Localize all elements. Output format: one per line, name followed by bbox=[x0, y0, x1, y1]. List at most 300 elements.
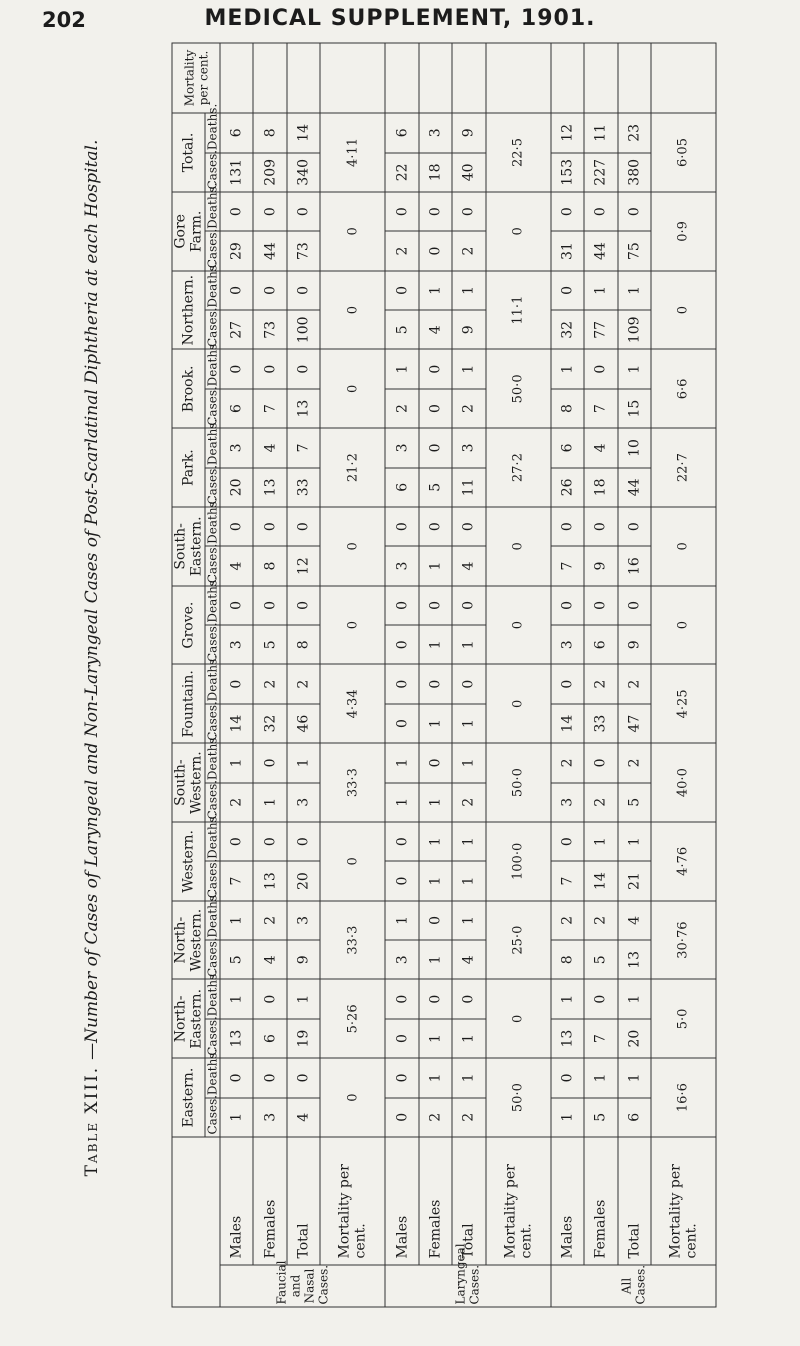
mortality-spacer bbox=[320, 43, 385, 113]
mortality-value: 25·0 bbox=[486, 901, 551, 980]
cases-value: 4 bbox=[253, 940, 286, 979]
mortality-value: 0 bbox=[486, 507, 551, 586]
cases-subheader: Cases. bbox=[205, 1098, 220, 1137]
cases-subheader: Cases. bbox=[205, 861, 220, 900]
deaths-subheader: Deaths. bbox=[205, 901, 220, 940]
cases-value: 27 bbox=[220, 310, 253, 349]
cases-value: 7 bbox=[253, 389, 286, 428]
deaths-value: 0 bbox=[551, 665, 584, 704]
cases-value: 32 bbox=[551, 310, 584, 349]
hospital-header: Park. bbox=[172, 428, 205, 507]
mortality-value: 11·1 bbox=[486, 271, 551, 350]
cases-subheader: Cases. bbox=[205, 468, 220, 507]
table-caption bbox=[72, 88, 112, 1228]
deaths-value: 0 bbox=[419, 665, 452, 704]
deaths-subheader: Deaths. bbox=[205, 507, 220, 546]
deaths-value: 0 bbox=[419, 428, 452, 467]
cases-value: 18 bbox=[584, 468, 617, 507]
hospital-header: North-Eastern. bbox=[172, 980, 205, 1059]
cases-value: 4 bbox=[419, 310, 452, 349]
cases-value: 20 bbox=[618, 1019, 651, 1058]
deaths-value: 2 bbox=[253, 901, 286, 940]
hospital-header: Fountain. bbox=[172, 665, 205, 744]
deaths-value: 0 bbox=[452, 980, 485, 1019]
mortality-value: 0 bbox=[320, 507, 385, 586]
deaths-value: 0 bbox=[287, 507, 320, 546]
cases-value: 9 bbox=[618, 625, 651, 664]
deaths-value: 0 bbox=[584, 743, 617, 782]
deaths-value: 0 bbox=[287, 822, 320, 861]
deaths-value: 0 bbox=[385, 586, 418, 625]
cases-subheader: Cases. bbox=[205, 153, 220, 192]
cases-value: 13 bbox=[618, 940, 651, 979]
cases-value: 0 bbox=[385, 1098, 418, 1137]
deaths-value: 1 bbox=[452, 271, 485, 310]
cases-value: 0 bbox=[385, 625, 418, 664]
deaths-value: 0 bbox=[618, 586, 651, 625]
deaths-value: 0 bbox=[385, 507, 418, 546]
deaths-value: 0 bbox=[253, 586, 286, 625]
deaths-value: 0 bbox=[385, 980, 418, 1019]
cases-value: 9 bbox=[287, 940, 320, 979]
mortality-spacer bbox=[486, 43, 551, 113]
cases-value: 2 bbox=[452, 389, 485, 428]
hospital-header: Western. bbox=[172, 822, 205, 901]
deaths-value: 2 bbox=[287, 665, 320, 704]
deaths-value: 0 bbox=[253, 271, 286, 310]
cases-subheader: Cases. bbox=[205, 1019, 220, 1058]
deaths-value: 1 bbox=[452, 1058, 485, 1097]
cases-value: 1 bbox=[385, 783, 418, 822]
deaths-value: 0 bbox=[452, 507, 485, 546]
mortality-value: 0·9 bbox=[651, 192, 716, 271]
cases-value: 14 bbox=[220, 704, 253, 743]
deaths-value: 0 bbox=[584, 507, 617, 546]
mortality-value: 0 bbox=[486, 192, 551, 271]
deaths-subheader: Deaths. bbox=[205, 192, 220, 231]
cases-value: 0 bbox=[385, 861, 418, 900]
mortality-value: 5·26 bbox=[320, 980, 385, 1059]
deaths-value: 3 bbox=[419, 113, 452, 153]
mortality-value: 0 bbox=[320, 822, 385, 901]
mortality-value: 33·3 bbox=[320, 743, 385, 822]
cases-value: 77 bbox=[584, 310, 617, 349]
cases-value: 44 bbox=[618, 468, 651, 507]
deaths-value: 2 bbox=[618, 743, 651, 782]
deaths-value: 0 bbox=[220, 271, 253, 310]
table-row bbox=[253, 43, 286, 1307]
mortality-spacer bbox=[452, 43, 485, 113]
deaths-value: 0 bbox=[287, 271, 320, 310]
cases-value: 73 bbox=[253, 310, 286, 349]
deaths-value: 0 bbox=[385, 271, 418, 310]
deaths-value: 11 bbox=[584, 113, 617, 153]
row-label: Mortality per cent. bbox=[486, 1137, 551, 1265]
deaths-value: 1 bbox=[287, 980, 320, 1019]
cases-subheader: Cases. bbox=[205, 783, 220, 822]
deaths-value: 2 bbox=[253, 665, 286, 704]
data-table bbox=[172, 43, 717, 1308]
row-label: Males bbox=[551, 1137, 584, 1265]
cases-value: 12 bbox=[287, 546, 320, 585]
mortality-header: Mortality per cent. bbox=[172, 43, 220, 113]
deaths-value: 4 bbox=[618, 901, 651, 940]
deaths-value: 0 bbox=[287, 1058, 320, 1097]
cases-value: 5 bbox=[385, 310, 418, 349]
deaths-value: 2 bbox=[584, 901, 617, 940]
cases-value: 20 bbox=[287, 861, 320, 900]
cases-value: 33 bbox=[584, 704, 617, 743]
cases-value: 2 bbox=[419, 1098, 452, 1137]
cases-value: 6 bbox=[220, 389, 253, 428]
cases-subheader: Cases. bbox=[205, 704, 220, 743]
cases-value: 131 bbox=[220, 153, 253, 192]
cases-value: 11 bbox=[452, 468, 485, 507]
deaths-subheader: Deaths. bbox=[205, 350, 220, 389]
mortality-spacer bbox=[584, 43, 617, 113]
deaths-value: 2 bbox=[551, 743, 584, 782]
table-row bbox=[419, 43, 452, 1307]
mortality-spacer bbox=[651, 43, 716, 113]
cases-value: 44 bbox=[253, 231, 286, 270]
group-label: Faucial and Nasal Cases. bbox=[220, 1265, 385, 1307]
deaths-value: 3 bbox=[452, 428, 485, 467]
table-row bbox=[320, 43, 385, 1307]
cases-value: 1 bbox=[419, 546, 452, 585]
deaths-subheader: Deaths. bbox=[205, 1058, 220, 1097]
deaths-value: 0 bbox=[551, 586, 584, 625]
deaths-value: 7 bbox=[287, 428, 320, 467]
row-label: Females bbox=[419, 1137, 452, 1265]
deaths-value: 3 bbox=[385, 428, 418, 467]
cases-value: 0 bbox=[385, 704, 418, 743]
deaths-value: 0 bbox=[220, 507, 253, 546]
cases-value: 109 bbox=[618, 310, 651, 349]
deaths-value: 0 bbox=[385, 665, 418, 704]
mortality-value: 0 bbox=[320, 1058, 385, 1137]
mortality-value: 4·76 bbox=[651, 822, 716, 901]
row-label: Males bbox=[220, 1137, 253, 1265]
cases-subheader: Cases. bbox=[205, 231, 220, 270]
deaths-value: 0 bbox=[220, 822, 253, 861]
cases-value: 13 bbox=[220, 1019, 253, 1058]
deaths-value: 2 bbox=[618, 665, 651, 704]
mortality-value: 0 bbox=[651, 271, 716, 350]
table-label: Table XIII. bbox=[82, 1065, 102, 1177]
cases-subheader: Cases. bbox=[205, 310, 220, 349]
deaths-value: 10 bbox=[618, 428, 651, 467]
deaths-value: 12 bbox=[551, 113, 584, 153]
cases-value: 5 bbox=[253, 625, 286, 664]
mortality-spacer bbox=[551, 43, 584, 113]
mortality-value: 5·0 bbox=[651, 980, 716, 1059]
deaths-value: 0 bbox=[618, 507, 651, 546]
cases-value: 100 bbox=[287, 310, 320, 349]
table-rotated-block bbox=[172, 43, 717, 1308]
table-row bbox=[584, 43, 617, 1307]
deaths-value: 1 bbox=[452, 901, 485, 940]
hospital-header: South-Eastern. bbox=[172, 507, 205, 586]
cases-value: 46 bbox=[287, 704, 320, 743]
deaths-subheader: Deaths. bbox=[205, 586, 220, 625]
deaths-value: 1 bbox=[385, 743, 418, 782]
deaths-value: 0 bbox=[551, 1058, 584, 1097]
deaths-value: 0 bbox=[253, 1058, 286, 1097]
mortality-value: 4·34 bbox=[320, 665, 385, 744]
deaths-value: 0 bbox=[452, 665, 485, 704]
deaths-value: 0 bbox=[452, 586, 485, 625]
deaths-value: 0 bbox=[419, 507, 452, 546]
cases-value: 33 bbox=[287, 468, 320, 507]
deaths-value: 1 bbox=[220, 743, 253, 782]
deaths-value: 1 bbox=[618, 271, 651, 310]
mortality-spacer bbox=[385, 43, 418, 113]
cases-value: 1 bbox=[551, 1098, 584, 1137]
cases-value: 7 bbox=[551, 546, 584, 585]
deaths-value: 0 bbox=[220, 586, 253, 625]
table-header bbox=[172, 43, 220, 1307]
cases-value: 8 bbox=[253, 546, 286, 585]
deaths-value: 1 bbox=[419, 271, 452, 310]
table-row bbox=[486, 43, 551, 1307]
deaths-value: 0 bbox=[287, 350, 320, 389]
cases-value: 4 bbox=[220, 546, 253, 585]
cases-value: 0 bbox=[419, 231, 452, 270]
row-label: Total bbox=[287, 1137, 320, 1265]
cases-value: 19 bbox=[287, 1019, 320, 1058]
deaths-value: 1 bbox=[584, 1058, 617, 1097]
table-row bbox=[618, 43, 651, 1307]
mortality-spacer bbox=[618, 43, 651, 113]
deaths-value: 1 bbox=[452, 350, 485, 389]
cases-subheader: Cases. bbox=[205, 389, 220, 428]
mortality-value: 30·76 bbox=[651, 901, 716, 980]
cases-value: 9 bbox=[584, 546, 617, 585]
deaths-value: 9 bbox=[452, 113, 485, 153]
hospital-header: South-Western. bbox=[172, 743, 205, 822]
deaths-value: 0 bbox=[385, 192, 418, 231]
header-row-subcolumns bbox=[205, 43, 220, 1307]
cases-value: 16 bbox=[618, 546, 651, 585]
deaths-value: 4 bbox=[253, 428, 286, 467]
cases-value: 75 bbox=[618, 231, 651, 270]
cases-value: 18 bbox=[419, 153, 452, 192]
deaths-value: 0 bbox=[551, 507, 584, 546]
cases-value: 1 bbox=[419, 861, 452, 900]
mortality-spacer bbox=[287, 43, 320, 113]
cases-value: 13 bbox=[253, 468, 286, 507]
cases-value: 1 bbox=[220, 1098, 253, 1137]
mortality-value: 40·0 bbox=[651, 743, 716, 822]
deaths-value: 0 bbox=[419, 350, 452, 389]
table-row bbox=[452, 43, 485, 1307]
cases-value: 5 bbox=[584, 940, 617, 979]
cases-value: 22 bbox=[385, 153, 418, 192]
mortality-value: 27·2 bbox=[486, 428, 551, 507]
mortality-value: 0 bbox=[320, 350, 385, 429]
cases-value: 14 bbox=[551, 704, 584, 743]
cases-value: 4 bbox=[452, 940, 485, 979]
row-label: Males bbox=[385, 1137, 418, 1265]
mortality-value: 0 bbox=[320, 271, 385, 350]
table-row bbox=[651, 43, 716, 1307]
cases-value: 5 bbox=[618, 783, 651, 822]
mortality-value: 4·11 bbox=[320, 113, 385, 192]
cases-value: 7 bbox=[584, 1019, 617, 1058]
deaths-value: 0 bbox=[385, 822, 418, 861]
cases-value: 5 bbox=[419, 468, 452, 507]
cases-value: 73 bbox=[287, 231, 320, 270]
deaths-subheader: Deaths. bbox=[205, 428, 220, 467]
cases-value: 31 bbox=[551, 231, 584, 270]
cases-value: 4 bbox=[287, 1098, 320, 1137]
cases-value: 1 bbox=[419, 704, 452, 743]
deaths-value: 2 bbox=[551, 901, 584, 940]
deaths-value: 14 bbox=[287, 113, 320, 153]
deaths-value: 1 bbox=[584, 271, 617, 310]
mortality-spacer bbox=[253, 43, 286, 113]
mortality-value: 16·6 bbox=[651, 1058, 716, 1137]
deaths-value: 0 bbox=[220, 192, 253, 231]
mortality-value: 6·6 bbox=[651, 350, 716, 429]
deaths-value: 0 bbox=[253, 822, 286, 861]
deaths-value: 6 bbox=[551, 428, 584, 467]
deaths-value: 1 bbox=[452, 743, 485, 782]
mortality-value: 0 bbox=[486, 586, 551, 665]
cases-value: 209 bbox=[253, 153, 286, 192]
hospital-header: Gore Farm. bbox=[172, 192, 205, 271]
cases-value: 1 bbox=[419, 783, 452, 822]
group-label: All Cases. bbox=[551, 1265, 716, 1307]
deaths-value: 0 bbox=[419, 980, 452, 1019]
mortality-value: 6·05 bbox=[651, 113, 716, 192]
table-row bbox=[551, 43, 584, 1307]
hospital-header: Eastern. bbox=[172, 1058, 205, 1137]
cases-value: 1 bbox=[419, 625, 452, 664]
cases-value: 2 bbox=[385, 389, 418, 428]
page-number: 202 bbox=[42, 8, 86, 32]
deaths-value: 0 bbox=[220, 1058, 253, 1097]
cases-value: 15 bbox=[618, 389, 651, 428]
deaths-value: 1 bbox=[287, 743, 320, 782]
cases-value: 47 bbox=[618, 704, 651, 743]
cases-value: 8 bbox=[551, 940, 584, 979]
cases-value: 1 bbox=[419, 940, 452, 979]
row-label: Mortality per cent. bbox=[651, 1137, 716, 1265]
deaths-subheader: Deaths. bbox=[205, 980, 220, 1019]
deaths-subheader: Deaths. bbox=[205, 271, 220, 310]
cases-value: 340 bbox=[287, 153, 320, 192]
cases-value: 4 bbox=[452, 546, 485, 585]
deaths-subheader: Deaths. bbox=[205, 743, 220, 782]
cases-value: 1 bbox=[452, 1019, 485, 1058]
deaths-value: 1 bbox=[618, 1058, 651, 1097]
row-label: Females bbox=[584, 1137, 617, 1265]
table-row bbox=[220, 43, 253, 1307]
mortality-value: 0 bbox=[486, 665, 551, 744]
deaths-subheader: Deaths. bbox=[205, 665, 220, 704]
deaths-value: 0 bbox=[551, 192, 584, 231]
cases-value: 2 bbox=[452, 231, 485, 270]
mortality-spacer bbox=[419, 43, 452, 113]
deaths-value: 3 bbox=[287, 901, 320, 940]
deaths-value: 0 bbox=[419, 586, 452, 625]
cases-value: 3 bbox=[253, 1098, 286, 1137]
cases-value: 2 bbox=[385, 231, 418, 270]
cases-value: 227 bbox=[584, 153, 617, 192]
hospital-header: Brook. bbox=[172, 350, 205, 429]
deaths-subheader: Deaths. bbox=[205, 822, 220, 861]
cases-value: 3 bbox=[385, 546, 418, 585]
deaths-value: 23 bbox=[618, 113, 651, 153]
cases-value: 1 bbox=[452, 625, 485, 664]
deaths-value: 1 bbox=[551, 350, 584, 389]
row-label: Mortality per cent. bbox=[320, 1137, 385, 1265]
cases-value: 3 bbox=[287, 783, 320, 822]
mortality-spacer bbox=[220, 43, 253, 113]
deaths-value: 3 bbox=[220, 428, 253, 467]
cases-value: 6 bbox=[618, 1098, 651, 1137]
running-head: MEDICAL SUPPLEMENT, 1901. bbox=[204, 6, 596, 31]
deaths-value: 0 bbox=[584, 350, 617, 389]
header-corner bbox=[172, 1137, 220, 1307]
hospital-header: North-Western. bbox=[172, 901, 205, 980]
deaths-value: 8 bbox=[253, 113, 286, 153]
deaths-value: 0 bbox=[253, 350, 286, 389]
cases-value: 6 bbox=[385, 468, 418, 507]
header-row-hospitals bbox=[172, 43, 205, 1307]
deaths-value: 1 bbox=[419, 1058, 452, 1097]
mortality-value: 50·0 bbox=[486, 743, 551, 822]
cases-value: 8 bbox=[287, 625, 320, 664]
cases-value: 153 bbox=[551, 153, 584, 192]
mortality-value: 22·5 bbox=[486, 113, 551, 192]
cases-value: 1 bbox=[419, 1019, 452, 1058]
deaths-value: 0 bbox=[220, 350, 253, 389]
cases-value: 1 bbox=[452, 861, 485, 900]
deaths-value: 2 bbox=[584, 665, 617, 704]
group-label: Laryngeal Cases. bbox=[385, 1265, 550, 1307]
deaths-value: 0 bbox=[584, 980, 617, 1019]
cases-value: 6 bbox=[253, 1019, 286, 1058]
deaths-value: 0 bbox=[452, 192, 485, 231]
cases-value: 13 bbox=[287, 389, 320, 428]
cases-value: 1 bbox=[253, 783, 286, 822]
cases-value: 14 bbox=[584, 861, 617, 900]
deaths-value: 6 bbox=[385, 113, 418, 153]
cases-value: 8 bbox=[551, 389, 584, 428]
cases-value: 5 bbox=[584, 1098, 617, 1137]
row-label: Total bbox=[618, 1137, 651, 1265]
deaths-value: 0 bbox=[253, 192, 286, 231]
deaths-value: 0 bbox=[253, 980, 286, 1019]
deaths-value: 0 bbox=[385, 1058, 418, 1097]
cases-subheader: Cases. bbox=[205, 940, 220, 979]
mortality-value: 50·0 bbox=[486, 1058, 551, 1137]
cases-value: 1 bbox=[452, 704, 485, 743]
cases-value: 380 bbox=[618, 153, 651, 192]
mortality-value: 0 bbox=[320, 586, 385, 665]
deaths-subheader: Deaths. bbox=[205, 113, 220, 153]
hospital-header: Total. bbox=[172, 113, 205, 192]
mortality-value: 100·0 bbox=[486, 822, 551, 901]
cases-value: 7 bbox=[584, 389, 617, 428]
deaths-value: 1 bbox=[220, 901, 253, 940]
table-row bbox=[385, 43, 418, 1307]
mortality-value: 21·2 bbox=[320, 428, 385, 507]
deaths-value: 1 bbox=[551, 980, 584, 1019]
deaths-value: 0 bbox=[419, 901, 452, 940]
